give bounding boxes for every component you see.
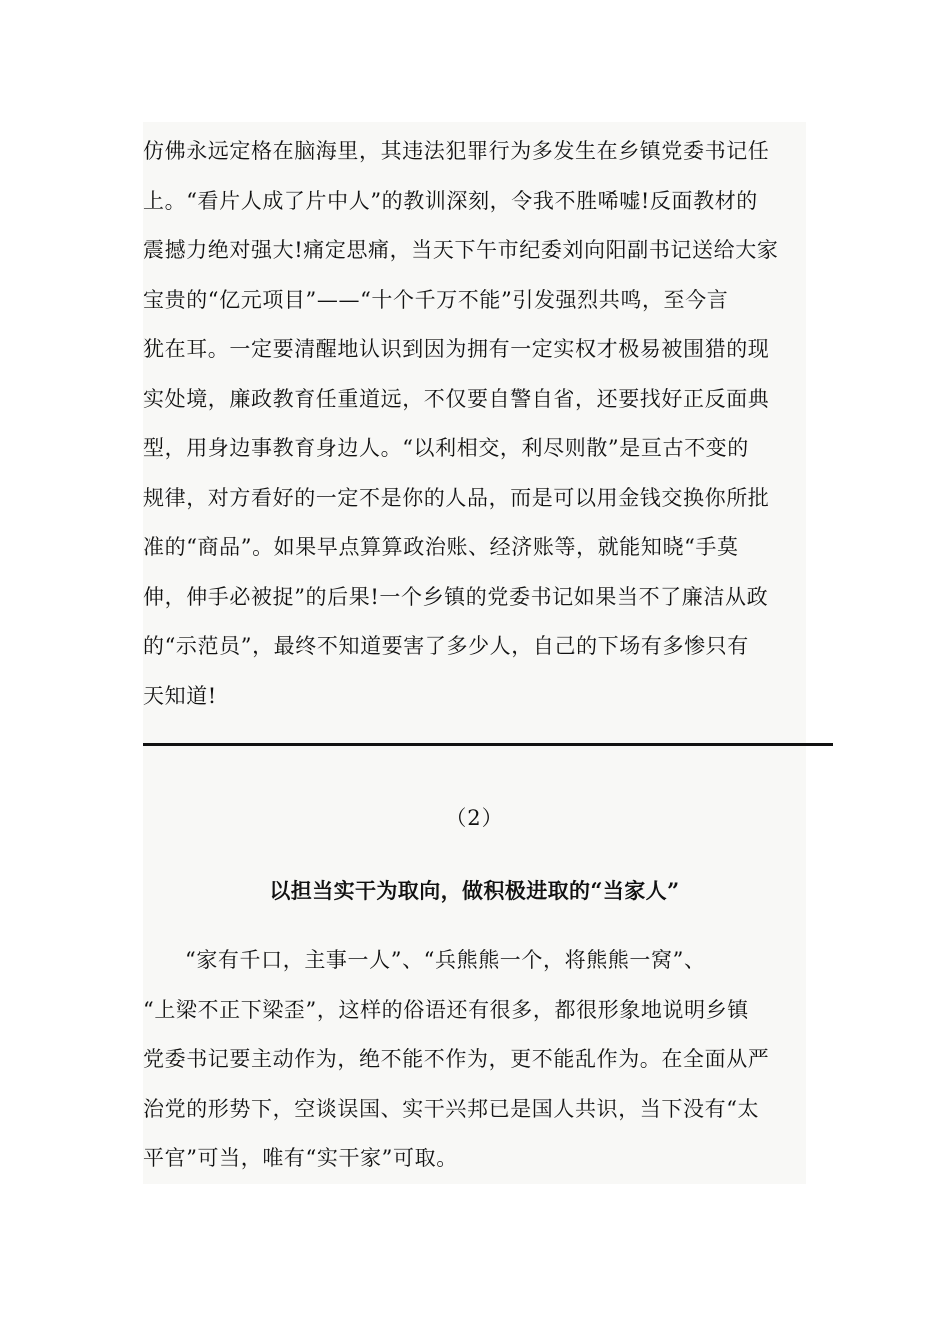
paragraph-line: 犹在耳。一定要清醒地认识到因为拥有一定实权才极易被围猎的现	[143, 337, 770, 361]
paragraph-line: 天知道!	[143, 683, 217, 708]
section-paragraph	[143, 936, 806, 1184]
section-number: （2）	[445, 806, 504, 830]
paragraph-line: 宝贵的“亿元项目”——“十个千万不能”引发强烈共鸣，至今言	[143, 287, 729, 312]
section-divider	[143, 743, 833, 746]
paragraph-line: 型，用身边事教育身边人。“以利相交，利尽则散”是亘古不变的	[143, 436, 749, 460]
paragraph-line: 仿佛永远定格在脑海里，其违法犯罪行为多发生在乡镇党委书记任	[143, 139, 770, 163]
paragraph-line: 治党的形势下，空谈误国、实干兴邦已是国人共识，当下没有“太	[143, 1096, 760, 1121]
paragraph-line: 平官”可当，唯有“实干家”可取。	[143, 1146, 458, 1170]
paragraph-line: 规律，对方看好的一定不是你的人品，而是可以用金钱交换你所批	[143, 485, 770, 510]
paragraph-line: “上梁不正下梁歪”，这样的俗语还有很多，都很形象地说明乡镇	[143, 997, 749, 1022]
paragraph-line: 党委书记要主动作为，绝不能不作为，更不能乱作为。在全面从严	[143, 1047, 770, 1071]
paragraph-line: 震撼力绝对强大!痛定思痛，当天下午市纪委刘向阳副书记送给大家	[143, 238, 779, 262]
paragraph-line: 上。“看片人成了片中人”的教训深刻，令我不胜唏嘘!反面教材的	[143, 188, 758, 213]
paragraph-line: 准的“商品”。如果早点算算政治账、经济账等，就能知晓“手莫	[143, 535, 739, 559]
paragraph-line: 伸，伸手必被捉”的后果!一个乡镇的党委书记如果当不了廉洁从政	[143, 584, 769, 609]
paragraph-line: 实处境，廉政教育任重道远，不仅要自警自省，还要找好正反面典	[143, 386, 770, 411]
section-title: 以担当实干为取向，做积极进取的“当家人”	[269, 878, 680, 903]
paragraph-line: 的“示范员”，最终不知道要害了多少人，自己的下场有多惨只有	[143, 634, 749, 658]
paragraph-line: “家有千口，主事一人”、“兵熊熊一个，将熊熊一窝”、	[185, 948, 706, 972]
paragraph-continuation	[143, 127, 806, 721]
